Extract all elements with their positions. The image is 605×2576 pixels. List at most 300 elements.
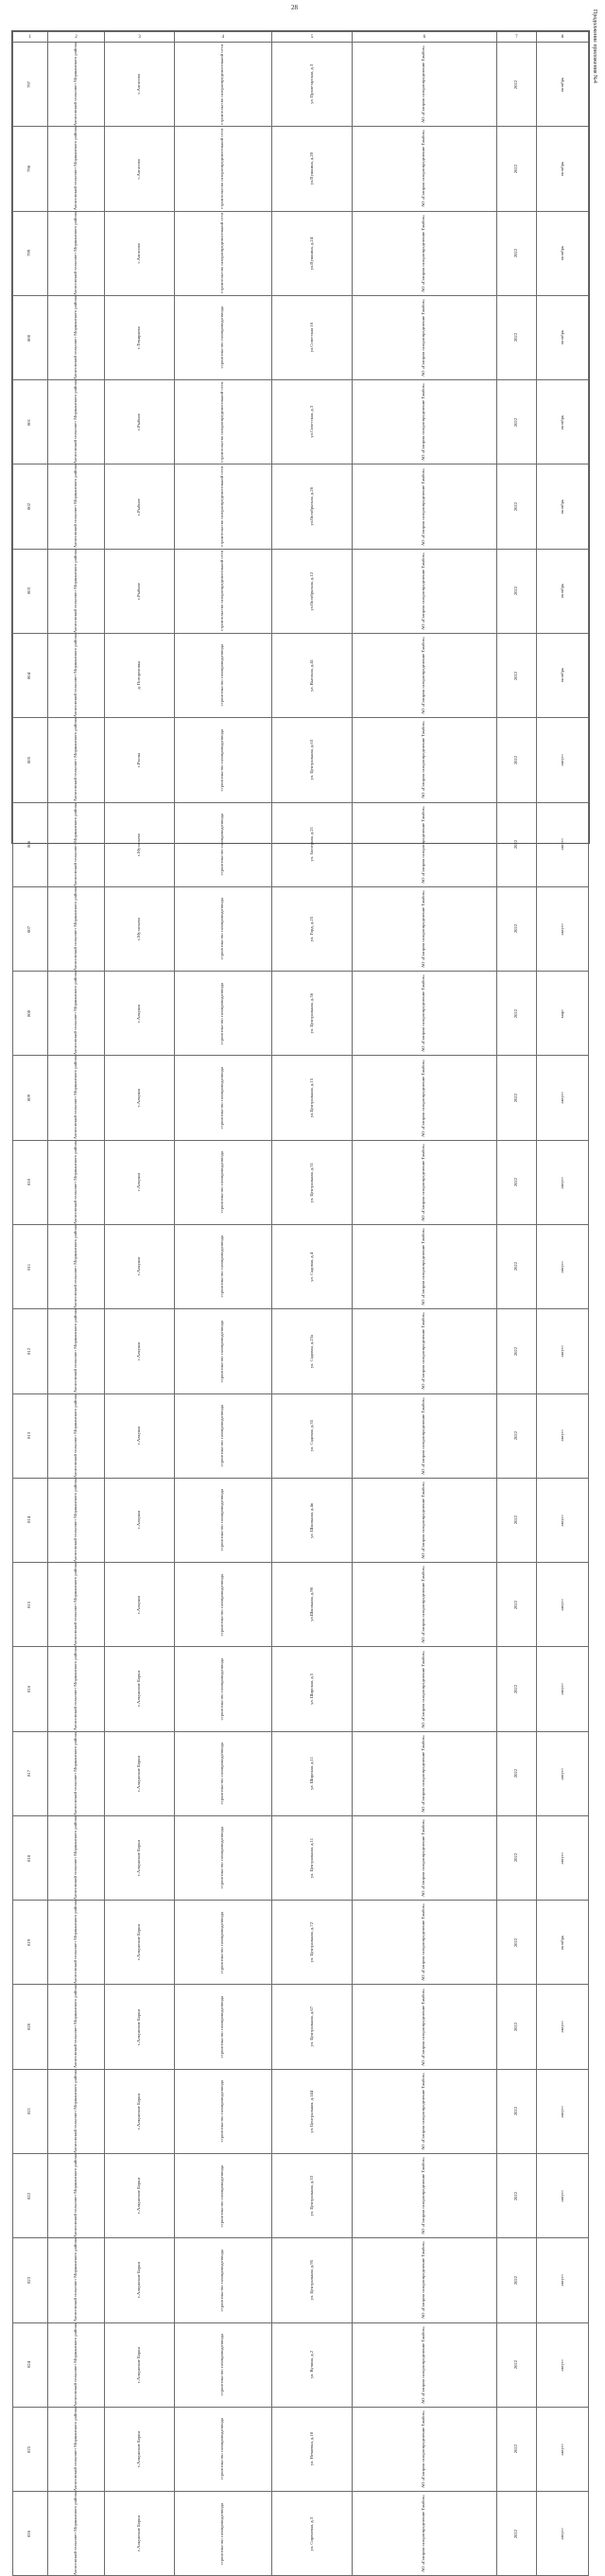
row-number-text: 801 (26, 418, 32, 426)
table-row (13, 2238, 589, 2322)
settlement-text: с.Алкуши (136, 1257, 142, 1276)
cell-address (272, 1731, 353, 1815)
municipality-text: Алгасовский сельсовет Моршанского района (73, 1140, 78, 1224)
settlement-text: с.Алкуши (136, 1427, 142, 1446)
cell-row-number (13, 1393, 48, 1478)
year-text: 2022 (512, 2191, 518, 2200)
cell-row-number (13, 211, 48, 295)
address-text: ул. Центральная, д.72 (308, 1922, 314, 1963)
cell-work-type (174, 2407, 272, 2491)
cell-month (537, 1224, 589, 1308)
page-number: 28 (291, 4, 298, 11)
organization-text: АО «Газпром газораспределение Тамбов» (421, 299, 426, 377)
row-number-text: 821 (26, 2108, 32, 2115)
settlement-text: с.Алкуши (136, 1595, 142, 1614)
cell-month (537, 802, 589, 886)
cell-work-type (174, 2322, 272, 2407)
cell-municipality (47, 1224, 105, 1308)
work-type-text: строительство газопровода-ввода (219, 1573, 225, 1636)
cell-year (496, 211, 537, 295)
cell-month (537, 1647, 589, 1731)
organization-text: АО «Газпром газораспределение Тамбов» (421, 1819, 426, 1898)
cell-work-type (174, 1985, 272, 2069)
cell-year (496, 2407, 537, 2491)
cell-organization (353, 1731, 496, 1815)
row-number-text: 815 (26, 1601, 32, 1608)
month-text: август (559, 2189, 564, 2202)
month-text: август (559, 1514, 564, 1527)
cell-row-number (13, 1563, 48, 1647)
cell-settlement (105, 2407, 174, 2491)
cell-year (496, 1393, 537, 1478)
cell-row-number (13, 1224, 48, 1308)
row-number-text: 823 (26, 2277, 32, 2284)
municipality-text: Алгасовский сельсовет Моршанского района (73, 802, 78, 886)
cell-row-number (13, 802, 48, 886)
cell-month (537, 1901, 589, 1985)
year-text: 2022 (512, 1431, 518, 1441)
municipality-text: Алгасовский сельсовет Моршанского района (73, 464, 78, 549)
cell-work-type (174, 1647, 272, 1731)
month-text: октябрь (559, 246, 564, 261)
cell-row-number (13, 886, 48, 971)
settlement-text: с.Алкужские Борки (136, 1755, 142, 1792)
address-text: ул. Садовая, д.23а (308, 1334, 314, 1368)
year-text: 2022 (512, 79, 518, 89)
cell-month (537, 972, 589, 1056)
row-number-text: 812 (26, 1347, 32, 1355)
year-text: 2022 (512, 2107, 518, 2116)
table-row (13, 633, 589, 717)
cell-year (496, 1140, 537, 1224)
settlement-text: с.Алкужские Борки (136, 2178, 142, 2215)
year-text: 2022 (512, 1093, 518, 1103)
organization-text: АО «Газпром газораспределение Тамбов» (421, 1481, 426, 1559)
year-text: 2022 (512, 1178, 518, 1187)
column-header: 8 (537, 32, 589, 43)
cell-row-number (13, 380, 48, 464)
cell-address (272, 1563, 353, 1647)
cell-organization (353, 2407, 496, 2491)
table-row (13, 1309, 589, 1393)
month-text: август (559, 922, 564, 936)
address-text: ул.Октябрьская, д.12 (308, 571, 314, 611)
table-row (13, 972, 589, 1056)
cell-month (537, 1309, 589, 1393)
municipality-text: Алгасовский сельсовет Моршанского района (73, 1309, 78, 1393)
municipality-text: Алгасовский сельсовет Моршанского района (73, 2492, 78, 2576)
cell-address (272, 1140, 353, 1224)
organization-text: АО «Газпром газораспределение Тамбов» (421, 2157, 426, 2235)
cell-row-number (13, 295, 48, 379)
cell-work-type (174, 886, 272, 971)
row-number-text: 808 (26, 1009, 32, 1017)
year-text: 2022 (512, 1769, 518, 1779)
table-row (13, 211, 589, 295)
municipality-text: Алгасовский сельсовет Моршанского района (73, 2069, 78, 2154)
cell-settlement (105, 464, 174, 549)
year-text: 2022 (512, 1853, 518, 1863)
organization-text: АО «Газпром газораспределение Тамбов» (421, 383, 426, 462)
municipality-text: Алгасовский сельсовет Моршанского района (73, 211, 78, 295)
organization-text: АО «Газпром газораспределение Тамбов» (421, 45, 426, 124)
cell-organization (353, 211, 496, 295)
cell-work-type (174, 1563, 272, 1647)
cell-address (272, 886, 353, 971)
settlement-text: д. Погореловка (136, 661, 142, 690)
cell-row-number (13, 1647, 48, 1731)
cell-settlement (105, 2238, 174, 2322)
cell-month (537, 464, 589, 549)
work-type-text: строительство газопровода-ввода (219, 2418, 225, 2480)
cell-organization (353, 972, 496, 1056)
settlement-text: с.Алкужские Борки (136, 2093, 142, 2129)
cell-municipality (47, 380, 105, 464)
municipality-text: Алгасовский сельсовет Моршанского района (73, 886, 78, 972)
work-type-text: строительство газораспределительной сети (219, 381, 225, 463)
cell-settlement (105, 1478, 174, 1562)
cell-month (537, 295, 589, 379)
address-text: ул.Советская, д.3 (308, 406, 314, 439)
year-text: 2022 (512, 2529, 518, 2538)
address-text: ул.Пушкина, д.24 (308, 237, 314, 270)
cell-year (496, 2322, 537, 2407)
cell-settlement (105, 718, 174, 802)
month-text: октябрь (559, 584, 564, 599)
column-header: 4 (174, 32, 272, 43)
table-row (13, 295, 589, 379)
cell-settlement (105, 1393, 174, 1478)
cell-year (496, 380, 537, 464)
cell-month (537, 2238, 589, 2322)
month-text: август (559, 2105, 564, 2118)
cell-row-number (13, 127, 48, 211)
cell-row-number (13, 2492, 48, 2576)
cell-address (272, 633, 353, 717)
cell-address (272, 1309, 353, 1393)
cell-municipality (47, 464, 105, 549)
table-row (13, 1901, 589, 1985)
cell-row-number (13, 1901, 48, 1985)
work-type-text: строительство газопровода-ввода (219, 1743, 225, 1805)
municipality-text: Алгасовский сельсовет Моршанского района (73, 1901, 78, 1985)
settlement-text: с.Алкужские Борки (136, 1924, 142, 1961)
year-text: 2022 (512, 2023, 518, 2032)
cell-settlement (105, 2154, 174, 2238)
row-number-text: 809 (26, 1095, 32, 1101)
address-text: ул. Садовая, д.4 (308, 1252, 314, 1282)
cell-settlement (105, 127, 174, 211)
organization-text: АО «Газпром газораспределение Тамбов» (421, 637, 426, 715)
work-type-text: строительство газопровода-ввода (219, 2164, 225, 2227)
cell-year (496, 802, 537, 886)
cell-row-number (13, 718, 48, 802)
address-text: ул. Пролетарская, д.3 (308, 64, 314, 104)
cell-organization (353, 1985, 496, 2069)
cell-address (272, 1393, 353, 1478)
settlement-text: с.Алгасово (136, 74, 142, 95)
cell-address (272, 1224, 353, 1308)
cell-address (272, 2069, 353, 2153)
table-row (13, 380, 589, 464)
cell-organization (353, 43, 496, 127)
cell-work-type (174, 2069, 272, 2153)
year-text: 2022 (512, 840, 518, 850)
cell-settlement (105, 633, 174, 717)
cell-organization (353, 127, 496, 211)
row-number-text: 806 (26, 841, 32, 849)
address-text: ул. Центральная, д.31 (308, 1162, 314, 1202)
month-text: август (559, 2274, 564, 2287)
cell-work-type (174, 1901, 272, 1985)
address-text: ул. Горд, д.25 (308, 916, 314, 942)
cell-month (537, 886, 589, 971)
table-row (13, 1985, 589, 2069)
cell-year (496, 464, 537, 549)
cell-municipality (47, 1056, 105, 1140)
cell-settlement (105, 43, 174, 127)
cell-settlement (105, 1985, 174, 2069)
work-type-text: строительство газопровода-ввода (219, 1066, 225, 1130)
table-row (13, 127, 589, 211)
municipality-text: Алгасовский сельсовет Моршанского района (73, 1478, 78, 1563)
row-number-text: 816 (26, 1686, 32, 1692)
organization-text: АО «Газпром газораспределение Тамбов» (421, 1903, 426, 1982)
address-text: ул. Центральная, д.95 (308, 2260, 314, 2301)
organization-text: АО «Газпром газораспределение Тамбов» (421, 1059, 426, 1137)
row-number-text: 803 (26, 587, 32, 595)
cell-year (496, 127, 537, 211)
cell-row-number (13, 549, 48, 633)
cell-municipality (47, 1563, 105, 1647)
cell-year (496, 1647, 537, 1731)
work-type-text: строительство газопровода-ввода (219, 1404, 225, 1467)
municipality-text: Алгасовский сельсовет Моршанского района (73, 1731, 78, 1815)
row-number-text: 826 (26, 2530, 32, 2537)
month-text: октябрь (559, 1935, 564, 1950)
cell-organization (353, 2154, 496, 2238)
row-number-text: 800 (26, 334, 32, 342)
cell-work-type (174, 2154, 272, 2238)
cell-municipality (47, 1815, 105, 1900)
work-type-text: строительство газопровода-ввода (219, 2502, 225, 2565)
municipality-text: Алгасовский сельсовет Моршанского района (73, 2154, 78, 2238)
municipality-text: Алгасовский сельсовет Моршанского района (73, 1224, 78, 1309)
year-text: 2022 (512, 1600, 518, 1609)
work-type-text: строительство газопровода-ввода (219, 1657, 225, 1721)
cell-organization (353, 464, 496, 549)
cell-row-number (13, 972, 48, 1056)
organization-text: АО «Газпром газораспределение Тамбов» (421, 974, 426, 1053)
address-text: ул. Широкая, д.11 (308, 1757, 314, 1791)
cell-row-number (13, 1815, 48, 1900)
work-type-text: строительство газопровода-ввода (219, 307, 225, 369)
work-type-text: строительство газопровода-ввода (219, 1151, 225, 1214)
work-type-text: строительство газопровода-ввода (219, 1489, 225, 1551)
table-row (13, 1224, 589, 1308)
work-type-text: строительство газопровода-ввода (219, 2334, 225, 2396)
cell-organization (353, 1478, 496, 1562)
cell-month (537, 1563, 589, 1647)
cell-settlement (105, 1901, 174, 1985)
continuation-label: Продолжение приложения №4 (592, 9, 597, 83)
column-header: 5 (272, 32, 353, 43)
row-number-text: 825 (26, 2445, 32, 2453)
cell-year (496, 2492, 537, 2576)
settlement-text: с.Алкуши (136, 1004, 142, 1023)
cell-year (496, 1731, 537, 1815)
municipality-text: Алгасовский сельсовет Моршанского района (73, 380, 78, 464)
year-text: 2022 (512, 1262, 518, 1271)
cell-municipality (47, 1647, 105, 1731)
year-text: 2022 (512, 587, 518, 596)
cell-year (496, 2238, 537, 2322)
cell-organization (353, 1393, 496, 1478)
table-row (13, 2069, 589, 2153)
month-text: август (559, 2358, 564, 2371)
work-type-text: строительство газопровода-ввода (219, 644, 225, 707)
cell-month (537, 1731, 589, 1815)
municipality-text: Алгасовский сельсовет Моршанского района (73, 1647, 78, 1731)
cell-work-type (174, 972, 272, 1056)
cell-address (272, 718, 353, 802)
cell-organization (353, 2322, 496, 2407)
month-text: октябрь (559, 77, 564, 92)
column-header: 1 (13, 32, 48, 43)
cell-address (272, 1647, 353, 1731)
settlement-text: с.Алгасово (136, 158, 142, 180)
municipality-text: Алгасовский сельсовет Моршанского района (73, 2322, 78, 2407)
cell-municipality (47, 1309, 105, 1393)
year-text: 2022 (512, 164, 518, 174)
year-text: 2022 (512, 1937, 518, 1947)
cell-settlement (105, 2069, 174, 2153)
cell-address (272, 1901, 353, 1985)
table-header-row (13, 32, 589, 43)
organization-text: АО «Газпром газораспределение Тамбов» (421, 889, 426, 968)
month-text: август (559, 1683, 564, 1695)
table-body (13, 43, 589, 2576)
month-text: октябрь (559, 499, 564, 515)
cell-row-number (13, 2407, 48, 2491)
cell-organization (353, 295, 496, 379)
cell-address (272, 549, 353, 633)
cell-organization (353, 549, 496, 633)
municipality-text: Алгасовский сельсовет Моршанского района (73, 549, 78, 633)
table-row (13, 2154, 589, 2238)
cell-settlement (105, 972, 174, 1056)
month-text: август (559, 754, 564, 766)
cell-year (496, 1815, 537, 1900)
cell-municipality (47, 1985, 105, 2069)
cell-row-number (13, 2238, 48, 2322)
work-type-text: строительство газопровода-ввода (219, 814, 225, 876)
cell-work-type (174, 1815, 272, 1900)
municipality-text: Алгасовский сельсовет Моршанского района (73, 718, 78, 802)
cell-address (272, 2492, 353, 2576)
cell-month (537, 380, 589, 464)
settlement-text: с.Алкужские Борки (136, 2515, 142, 2552)
cell-month (537, 2154, 589, 2238)
cell-month (537, 1815, 589, 1900)
cell-address (272, 802, 353, 886)
work-type-text: строительство газопровода-ввода (219, 2080, 225, 2143)
cell-settlement (105, 1140, 174, 1224)
address-text: ул. Сиреневая, д.3 (308, 2516, 314, 2550)
cell-year (496, 886, 537, 971)
cell-municipality (47, 549, 105, 633)
settlement-text: с.Раслы (136, 752, 142, 767)
cell-work-type (174, 802, 272, 886)
municipality-text: Алгасовский сельсовет Моршанского района (73, 1563, 78, 1647)
cell-year (496, 1056, 537, 1140)
municipality-text: Алгасовский сельсовет Моршанского района (73, 972, 78, 1056)
year-text: 2022 (512, 755, 518, 764)
cell-year (496, 2069, 537, 2153)
row-number-text: 820 (26, 2024, 32, 2031)
row-number-text: 802 (26, 503, 32, 510)
cell-address (272, 464, 353, 549)
row-number-text: 810 (26, 1179, 32, 1186)
month-text: март (559, 1008, 564, 1018)
month-text: август (559, 1176, 564, 1189)
cell-organization (353, 2238, 496, 2322)
address-text: ул.Октябрьская, д.26 (308, 487, 314, 526)
row-number-text: 811 (26, 1263, 32, 1270)
month-text: август (559, 1092, 564, 1104)
cell-organization (353, 633, 496, 717)
cell-row-number (13, 2322, 48, 2407)
cell-municipality (47, 127, 105, 211)
month-text: октябрь (559, 668, 564, 683)
cell-work-type (174, 127, 272, 211)
row-number-text: 814 (26, 1516, 32, 1524)
cell-year (496, 2154, 537, 2238)
year-text: 2022 (512, 333, 518, 342)
cell-row-number (13, 1309, 48, 1393)
work-type-text: строительство газопровода-ввода (219, 898, 225, 960)
cell-row-number (13, 1140, 48, 1224)
cell-organization (353, 1563, 496, 1647)
work-type-text: строительство газораспределительной сети (219, 44, 225, 125)
work-type-text: строительство газораспределительной сети (219, 551, 225, 632)
cell-municipality (47, 43, 105, 127)
cell-organization (353, 380, 496, 464)
address-text: ул.Пушкина, д.20 (308, 152, 314, 185)
cell-work-type (174, 718, 272, 802)
cell-year (496, 718, 537, 802)
year-text: 2022 (512, 924, 518, 934)
cell-work-type (174, 1140, 272, 1224)
organization-text: АО «Газпром газораспределение Тамбов» (421, 1650, 426, 1728)
cell-municipality (47, 211, 105, 295)
cell-month (537, 2492, 589, 2576)
cell-settlement (105, 1647, 174, 1731)
organization-text: АО «Газпром газораспределение Тамбов» (421, 2325, 426, 2404)
table-row (13, 549, 589, 633)
cell-address (272, 972, 353, 1056)
month-text: октябрь (559, 330, 564, 345)
cell-month (537, 2322, 589, 2407)
organization-text: АО «Газпром газораспределение Тамбов» (421, 1396, 426, 1475)
table-row (13, 1647, 589, 1731)
row-number-text: 822 (26, 2192, 32, 2199)
table-row (13, 1478, 589, 1562)
cell-month (537, 211, 589, 295)
table-row (13, 464, 589, 549)
cell-municipality (47, 1393, 105, 1478)
organization-text: АО «Газпром газораспределение Тамбов» (421, 467, 426, 546)
